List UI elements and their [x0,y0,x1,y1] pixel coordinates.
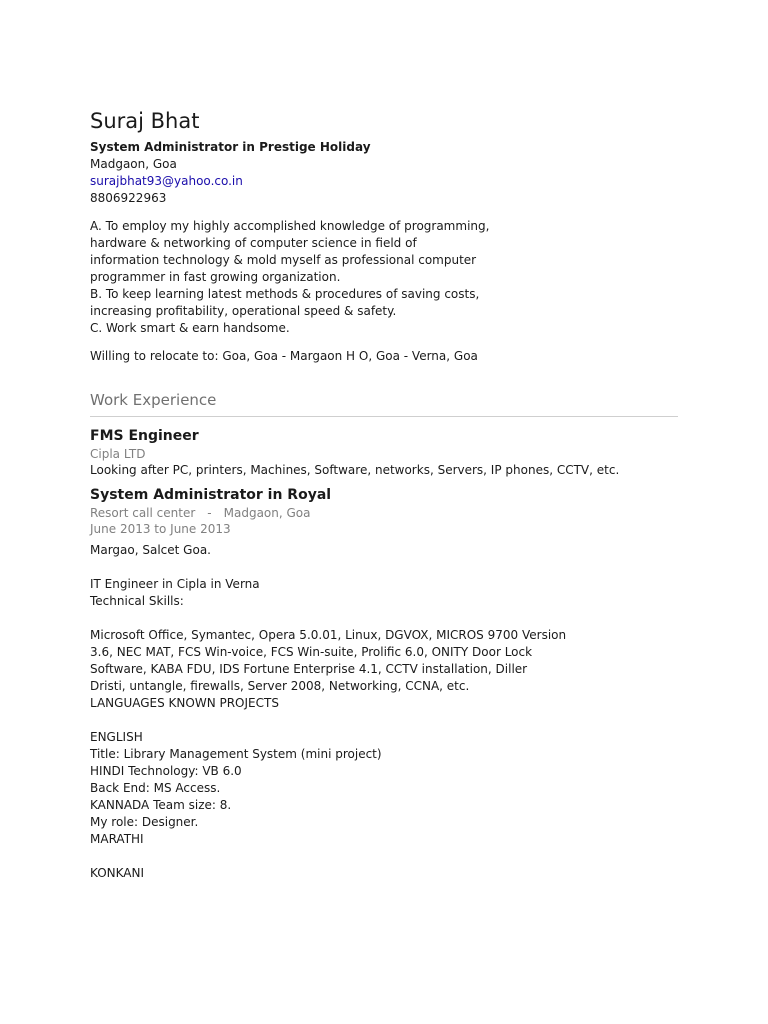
job-title: System Administrator in Royal [90,487,332,503]
summary-line: B. To keep learning latest methods & procedures of saving costs, [90,287,480,301]
job-description-line: Back End: MS Access. [90,781,221,795]
job-company-location [90,505,678,521]
job-description-line: KANNADA Team size: 8. [90,798,232,812]
job-title: FMS Engineer [90,428,199,444]
job-description-line: Software, KABA FDU, IDS Fortune Enterprise 4.1, CCTV installation, Diller [90,662,528,676]
job-description-line: Technical Skills: [90,594,184,608]
job-separator: - [207,506,212,520]
candidate-location: Madgaon, Goa [90,157,177,171]
job-description-line: KONKANI [90,866,145,880]
summary-line: information technology & mold myself as professional computer [90,253,477,267]
job-description-line: IT Engineer in Cipla in Verna [90,577,260,591]
job-description-line [90,610,678,627]
job-description-line [90,848,678,865]
job-description-line [90,712,678,729]
resume-page [90,106,678,882]
job-description: Looking after PC, printers, Machines, Software, networks, Servers, IP phones, CCTV, etc. [90,463,620,477]
job-description-line: 3.6, NEC MAT, FCS Win-voice, FCS Win-suite, Prolific 6.0, ONITY Door Lock [90,645,533,659]
job-company: Cipla LTD [90,447,146,461]
summary-line: programmer in fast growing organization. [90,270,341,284]
summary-line: hardware & networking of computer science in field of [90,236,417,250]
work-experience-heading: Work Experience [90,390,678,417]
job-description-line: Dristi, untangle, firewalls, Server 2008, Networking, CCNA, etc. [90,679,470,693]
summary-line: A. To employ my highly accomplished knowledge of programming, [90,219,490,233]
relocation-preference: Willing to relocate to: Goa, Goa - Margaon H O, Goa - Verna, Goa [90,349,478,363]
job-company: Resort call center [90,506,196,520]
job-description-line: ENGLISH [90,730,143,744]
job-entry [90,426,678,479]
job-description-line: My role: Designer. [90,815,199,829]
candidate-name: Suraj Bhat [90,109,200,133]
job-dates: June 2013 to June 2013 [90,522,231,536]
job-description-line: HINDI Technology: VB 6.0 [90,764,242,778]
job-description-line: Margao, Salcet Goa. [90,543,211,557]
job-description-line: Title: Library Management System (mini project) [90,747,382,761]
summary-line: increasing profitability, operational speed & safety. [90,304,397,318]
job-entry [90,485,678,882]
summary-block [90,218,678,337]
job-description-line: Microsoft Office, Symantec, Opera 5.0.01, Linux, DGVOX, MICROS 9700 Version [90,628,567,642]
candidate-headline: System Administrator in Prestige Holiday [90,140,371,154]
job-description-line [90,559,678,576]
job-description [90,542,678,882]
summary-line: C. Work smart & earn handsome. [90,321,290,335]
job-description-line: LANGUAGES KNOWN PROJECTS [90,696,279,710]
job-location: Madgaon, Goa [223,506,311,520]
candidate-email-link[interactable]: surajbhat93@yahoo.co.in [90,174,243,188]
candidate-phone: 8806922963 [90,191,167,205]
job-description-line: MARATHI [90,832,144,846]
